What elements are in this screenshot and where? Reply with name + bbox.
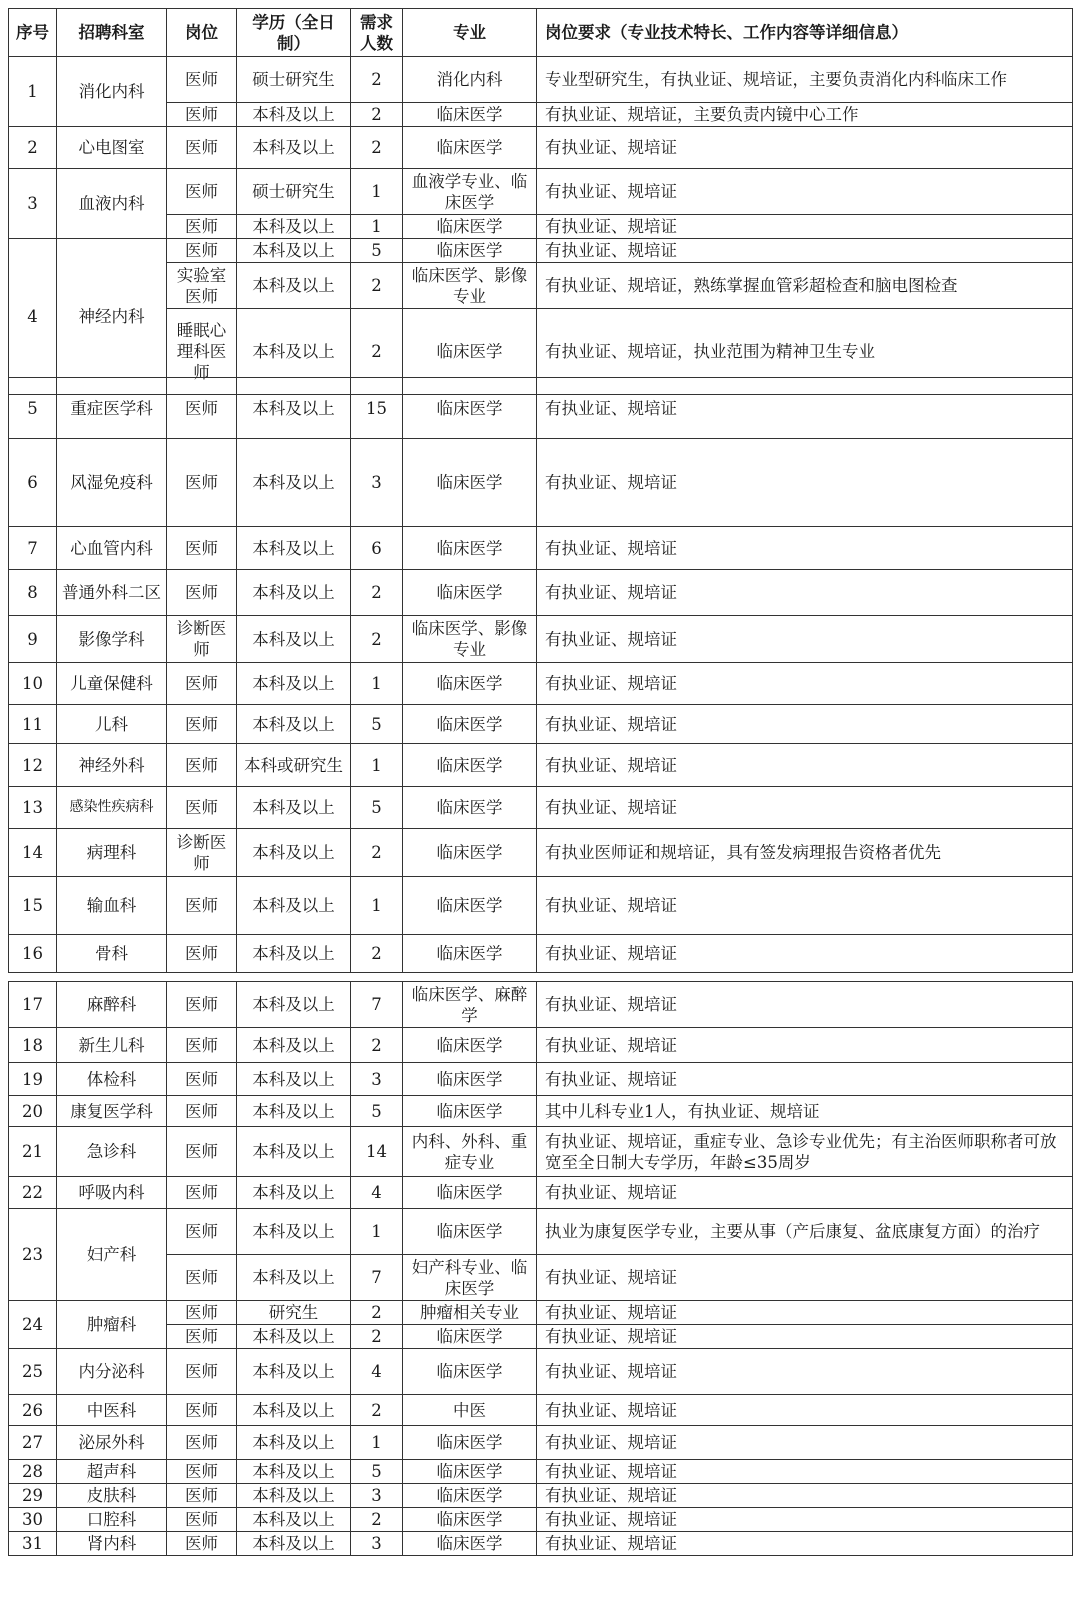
- position-cell: 医师: [167, 705, 237, 744]
- table-row: [9, 1484, 1073, 1508]
- major-cell: 临床医学: [403, 829, 537, 877]
- education-cell: 本科及以上: [237, 829, 351, 877]
- seq-cell: 2: [9, 127, 57, 169]
- position-cell: 医师: [167, 1325, 237, 1349]
- header-education: 学历（全日制）: [237, 9, 351, 57]
- seq-cell: 21: [9, 1127, 57, 1177]
- table-row: [9, 1255, 1073, 1301]
- seq-cell: 30: [9, 1508, 57, 1532]
- count-cell: 5: [351, 1096, 403, 1127]
- requirements-cell: 有执业证、规培证，执业范围为精神卫生专业: [537, 309, 1073, 395]
- count-cell: 2: [351, 829, 403, 877]
- table-row: [9, 1460, 1073, 1484]
- seq-cell: 26: [9, 1395, 57, 1426]
- major-cell: 临床医学: [403, 1484, 537, 1508]
- major-cell: 临床医学、影像专业: [403, 616, 537, 663]
- department-cell: 麻醉科: [57, 982, 167, 1028]
- header-major: 专业: [403, 9, 537, 57]
- position-cell: 医师: [167, 239, 237, 263]
- position-cell: 医师: [167, 982, 237, 1028]
- count-cell: 5: [351, 1460, 403, 1484]
- education-cell: 本科及以上: [237, 570, 351, 616]
- position-cell: 医师: [167, 1460, 237, 1484]
- count-cell: 1: [351, 169, 403, 215]
- recruitment-table: [8, 8, 1073, 395]
- count-cell: 1: [351, 744, 403, 787]
- major-cell: 临床医学: [403, 935, 537, 973]
- major-cell: 临床医学、麻醉学: [403, 982, 537, 1028]
- header-seq: 序号: [9, 9, 57, 57]
- position-cell: 医师: [167, 787, 237, 829]
- major-cell: 妇产科专业、临床医学: [403, 1255, 537, 1301]
- count-cell: 2: [351, 570, 403, 616]
- table-row: [9, 527, 1073, 570]
- major-cell: 临床医学: [403, 309, 537, 395]
- department-cell: 口腔科: [57, 1508, 167, 1532]
- table-row: [9, 1209, 1073, 1255]
- requirements-cell: 其中儿科专业1人，有执业证、规培证: [537, 1096, 1073, 1127]
- position-cell: 诊断医师: [167, 616, 237, 663]
- count-cell: 5: [351, 787, 403, 829]
- position-cell: 医师: [167, 378, 237, 439]
- position-cell: 实验室医师: [167, 263, 237, 309]
- seq-cell: 27: [9, 1426, 57, 1460]
- major-cell: 临床医学: [403, 1508, 537, 1532]
- table-row: [9, 127, 1073, 169]
- education-cell: 本科及以上: [237, 1063, 351, 1096]
- count-cell: 2: [351, 1508, 403, 1532]
- requirements-cell: 有执业证、规培证: [537, 1349, 1073, 1395]
- count-cell: 5: [351, 239, 403, 263]
- seq-cell: 3: [9, 169, 57, 239]
- department-cell: 儿科: [57, 705, 167, 744]
- education-cell: 本科及以上: [237, 378, 351, 439]
- education-cell: 本科及以上: [237, 263, 351, 309]
- table-row: [9, 215, 1073, 239]
- position-cell: 医师: [167, 169, 237, 215]
- department-cell: 急诊科: [57, 1127, 167, 1177]
- table-row: [9, 829, 1073, 877]
- table-row: [9, 1063, 1073, 1096]
- header-position: 岗位: [167, 9, 237, 57]
- education-cell: 研究生: [237, 1301, 351, 1325]
- seq-cell: 22: [9, 1177, 57, 1209]
- major-cell: 临床医学: [403, 1349, 537, 1395]
- major-cell: 临床医学: [403, 877, 537, 935]
- seq-cell: 10: [9, 663, 57, 705]
- count-cell: 14: [351, 1127, 403, 1177]
- major-cell: 临床医学: [403, 378, 537, 439]
- education-cell: 本科及以上: [237, 1426, 351, 1460]
- position-cell: 医师: [167, 744, 237, 787]
- requirements-cell: 有执业证、规培证: [537, 982, 1073, 1028]
- requirements-cell: 有执业证、规培证: [537, 239, 1073, 263]
- table-row: [9, 239, 1073, 263]
- seq-cell: 4: [9, 239, 57, 395]
- table-row: [9, 103, 1073, 127]
- major-cell: 临床医学: [403, 1209, 537, 1255]
- requirements-cell: 有执业证、规培证: [537, 877, 1073, 935]
- department-cell: 神经内科: [57, 239, 167, 395]
- department-cell: 呼吸内科: [57, 1177, 167, 1209]
- department-cell: 血液内科: [57, 169, 167, 239]
- position-cell: 医师: [167, 1508, 237, 1532]
- count-cell: 5: [351, 705, 403, 744]
- table-row: [9, 705, 1073, 744]
- position-cell: 医师: [167, 935, 237, 973]
- education-cell: 本科及以上: [237, 1127, 351, 1177]
- table-row: [9, 877, 1073, 935]
- major-cell: 临床医学: [403, 663, 537, 705]
- count-cell: 7: [351, 1255, 403, 1301]
- seq-cell: 8: [9, 570, 57, 616]
- table-row: [9, 787, 1073, 829]
- requirements-cell: 有执业证、规培证: [537, 1532, 1073, 1556]
- major-cell: 临床医学: [403, 215, 537, 239]
- education-cell: 本科及以上: [237, 1209, 351, 1255]
- seq-cell: 25: [9, 1349, 57, 1395]
- table-row: [9, 1508, 1073, 1532]
- count-cell: 7: [351, 982, 403, 1028]
- position-cell: 医师: [167, 1127, 237, 1177]
- requirements-cell: 执业为康复医学专业，主要从事（产后康复、盆底康复方面）的治疗: [537, 1209, 1073, 1255]
- requirements-cell: 有执业证、规培证: [537, 1177, 1073, 1209]
- major-cell: 临床医学: [403, 1063, 537, 1096]
- education-cell: 本科及以上: [237, 1395, 351, 1426]
- major-cell: 中医: [403, 1395, 537, 1426]
- department-cell: 骨科: [57, 935, 167, 973]
- header-count: 需求人数: [351, 9, 403, 57]
- seq-cell: 23: [9, 1209, 57, 1301]
- major-cell: 临床医学: [403, 527, 537, 570]
- count-cell: 3: [351, 1484, 403, 1508]
- count-cell: 6: [351, 527, 403, 570]
- seq-cell: 24: [9, 1301, 57, 1349]
- department-cell: 肿瘤科: [57, 1301, 167, 1349]
- education-cell: 硕士研究生: [237, 169, 351, 215]
- count-cell: 1: [351, 1209, 403, 1255]
- recruitment-table: [8, 377, 1073, 973]
- position-cell: 医师: [167, 439, 237, 527]
- seq-cell: 14: [9, 829, 57, 877]
- requirements-cell: 有执业证、规培证，重症专业、急诊专业优先；有主治医师职称者可放宽至全日制大专学历，年龄≤35周岁: [537, 1127, 1073, 1177]
- requirements-cell: 有执业证、规培证: [537, 1325, 1073, 1349]
- seq-cell: 1: [9, 57, 57, 127]
- department-cell: 影像学科: [57, 616, 167, 663]
- major-cell: 临床医学: [403, 787, 537, 829]
- position-cell: 医师: [167, 527, 237, 570]
- position-cell: 医师: [167, 127, 237, 169]
- table-row: [9, 1301, 1073, 1325]
- table-row: [9, 1177, 1073, 1209]
- table-row: [9, 378, 1073, 439]
- table-row: [9, 1325, 1073, 1349]
- position-cell: 睡眠心理科医师: [167, 309, 237, 395]
- department-cell: 皮肤科: [57, 1484, 167, 1508]
- seq-cell: 5: [9, 378, 57, 439]
- requirements-cell: 有执业证、规培证: [537, 1508, 1073, 1532]
- department-cell: 感染性疾病科: [57, 787, 167, 829]
- requirements-cell: 有执业证、规培证: [537, 1301, 1073, 1325]
- major-cell: 临床医学: [403, 239, 537, 263]
- education-cell: 本科及以上: [237, 1096, 351, 1127]
- department-cell: 泌尿外科: [57, 1426, 167, 1460]
- table-row: [9, 1127, 1073, 1177]
- education-cell: 本科及以上: [237, 309, 351, 395]
- table-row: [9, 263, 1073, 309]
- education-cell: 本科及以上: [237, 616, 351, 663]
- requirements-cell: 有执业证、规培证: [537, 705, 1073, 744]
- education-cell: 本科及以上: [237, 1325, 351, 1349]
- major-cell: 临床医学: [403, 1460, 537, 1484]
- major-cell: 临床医学: [403, 127, 537, 169]
- position-cell: 医师: [167, 1426, 237, 1460]
- major-cell: 消化内科: [403, 57, 537, 103]
- education-cell: 本科及以上: [237, 877, 351, 935]
- seq-cell: 12: [9, 744, 57, 787]
- count-cell: 4: [351, 1349, 403, 1395]
- table-row: [9, 570, 1073, 616]
- requirements-cell: 有执业证、规培证: [537, 1395, 1073, 1426]
- seq-cell: 29: [9, 1484, 57, 1508]
- table-section-2: [8, 377, 1072, 973]
- position-cell: 医师: [167, 663, 237, 705]
- requirements-cell: 有执业证、规培证: [537, 439, 1073, 527]
- table-row: [9, 1028, 1073, 1063]
- education-cell: 本科及以上: [237, 439, 351, 527]
- table-row: [9, 57, 1073, 103]
- position-cell: 医师: [167, 877, 237, 935]
- header-dept: 招聘科室: [57, 9, 167, 57]
- education-cell: 本科及以上: [237, 1508, 351, 1532]
- major-cell: 临床医学: [403, 1028, 537, 1063]
- count-cell: 2: [351, 309, 403, 395]
- major-cell: 临床医学: [403, 570, 537, 616]
- requirements-cell: 有执业证、规培证: [537, 1426, 1073, 1460]
- count-cell: 1: [351, 663, 403, 705]
- position-cell: 医师: [167, 1177, 237, 1209]
- count-cell: 3: [351, 439, 403, 527]
- major-cell: 临床医学: [403, 103, 537, 127]
- requirements-cell: 有执业证、规培证: [537, 1255, 1073, 1301]
- education-cell: 本科及以上: [237, 705, 351, 744]
- education-cell: 本科及以上: [237, 787, 351, 829]
- position-cell: 医师: [167, 1349, 237, 1395]
- table-section-1: [8, 8, 1072, 395]
- department-cell: 输血科: [57, 877, 167, 935]
- count-cell: 2: [351, 1028, 403, 1063]
- major-cell: 临床医学: [403, 439, 537, 527]
- major-cell: 临床医学: [403, 705, 537, 744]
- position-cell: 医师: [167, 1255, 237, 1301]
- table-row: [9, 1096, 1073, 1127]
- department-cell: 肾内科: [57, 1532, 167, 1556]
- education-cell: 本科及以上: [237, 663, 351, 705]
- position-cell: 诊断医师: [167, 829, 237, 877]
- major-cell: 临床医学: [403, 744, 537, 787]
- seq-cell: 15: [9, 877, 57, 935]
- position-cell: 医师: [167, 1096, 237, 1127]
- requirements-cell: 有执业证、规培证，主要负责内镜中心工作: [537, 103, 1073, 127]
- count-cell: 2: [351, 1301, 403, 1325]
- major-cell: 临床医学: [403, 1096, 537, 1127]
- education-cell: 本科及以上: [237, 1028, 351, 1063]
- table-row: [9, 1395, 1073, 1426]
- requirements-cell: 有执业证、规培证: [537, 1028, 1073, 1063]
- count-cell: 4: [351, 1177, 403, 1209]
- requirements-cell: 有执业证、规培证: [537, 1484, 1073, 1508]
- education-cell: 本科及以上: [237, 527, 351, 570]
- position-cell: 医师: [167, 1395, 237, 1426]
- count-cell: 2: [351, 935, 403, 973]
- count-cell: 1: [351, 877, 403, 935]
- education-cell: 硕士研究生: [237, 57, 351, 103]
- education-cell: 本科及以上: [237, 982, 351, 1028]
- count-cell: 15: [351, 378, 403, 439]
- table-row: [9, 616, 1073, 663]
- seq-cell: 13: [9, 787, 57, 829]
- seq-cell: 6: [9, 439, 57, 527]
- requirements-cell: 有执业医师证和规培证，具有签发病理报告资格者优先: [537, 829, 1073, 877]
- major-cell: 临床医学、影像专业: [403, 263, 537, 309]
- requirements-cell: 有执业证、规培证: [537, 127, 1073, 169]
- requirements-cell: 有执业证、规培证: [537, 378, 1073, 439]
- requirements-cell: 有执业证、规培证: [537, 616, 1073, 663]
- position-cell: 医师: [167, 1063, 237, 1096]
- department-cell: 神经外科: [57, 744, 167, 787]
- requirements-cell: 有执业证、规培证: [537, 1063, 1073, 1096]
- count-cell: 3: [351, 1063, 403, 1096]
- position-cell: 医师: [167, 1532, 237, 1556]
- requirements-cell: 有执业证、规培证: [537, 215, 1073, 239]
- department-cell: 内分泌科: [57, 1349, 167, 1395]
- seq-cell: 9: [9, 616, 57, 663]
- position-cell: 医师: [167, 57, 237, 103]
- table-row: [9, 1426, 1073, 1460]
- department-cell: 妇产科: [57, 1209, 167, 1301]
- education-cell: 本科及以上: [237, 935, 351, 973]
- count-cell: 2: [351, 1395, 403, 1426]
- requirements-cell: 有执业证、规培证: [537, 663, 1073, 705]
- education-cell: 本科及以上: [237, 1255, 351, 1301]
- requirements-cell: 有执业证、规培证: [537, 527, 1073, 570]
- count-cell: 1: [351, 215, 403, 239]
- department-cell: 重症医学科: [57, 378, 167, 439]
- count-cell: 1: [351, 1426, 403, 1460]
- position-cell: 医师: [167, 1028, 237, 1063]
- table-row: [9, 1532, 1073, 1556]
- seq-cell: 28: [9, 1460, 57, 1484]
- seq-cell: 20: [9, 1096, 57, 1127]
- table-section-3: [8, 981, 1072, 1556]
- position-cell: 医师: [167, 215, 237, 239]
- header-row: [9, 9, 1073, 57]
- requirements-cell: 有执业证、规培证: [537, 935, 1073, 973]
- count-cell: 3: [351, 1532, 403, 1556]
- major-cell: 临床医学: [403, 1532, 537, 1556]
- department-cell: 中医科: [57, 1395, 167, 1426]
- requirements-cell: 有执业证、规培证: [537, 1460, 1073, 1484]
- seq-cell: 19: [9, 1063, 57, 1096]
- requirements-cell: 有执业证、规培证，熟练掌握血管彩超检查和脑电图检查: [537, 263, 1073, 309]
- education-cell: 本科或研究生: [237, 744, 351, 787]
- seq-cell: 18: [9, 1028, 57, 1063]
- table-row: [9, 439, 1073, 527]
- requirements-cell: 有执业证、规培证: [537, 744, 1073, 787]
- requirements-cell: 有执业证、规培证: [537, 169, 1073, 215]
- position-cell: 医师: [167, 1209, 237, 1255]
- seq-cell: 17: [9, 982, 57, 1028]
- education-cell: 本科及以上: [237, 1532, 351, 1556]
- department-cell: 康复医学科: [57, 1096, 167, 1127]
- count-cell: 2: [351, 616, 403, 663]
- position-cell: 医师: [167, 570, 237, 616]
- requirements-cell: 专业型研究生，有执业证、规培证，主要负责消化内科临床工作: [537, 57, 1073, 103]
- count-cell: 2: [351, 1325, 403, 1349]
- education-cell: 本科及以上: [237, 1177, 351, 1209]
- count-cell: 2: [351, 263, 403, 309]
- education-cell: 本科及以上: [237, 1349, 351, 1395]
- table-row: [9, 935, 1073, 973]
- count-cell: 2: [351, 57, 403, 103]
- major-cell: 临床医学: [403, 1426, 537, 1460]
- education-cell: 本科及以上: [237, 1484, 351, 1508]
- seq-cell: 7: [9, 527, 57, 570]
- position-cell: 医师: [167, 1301, 237, 1325]
- seq-cell: 11: [9, 705, 57, 744]
- header-requirements: 岗位要求（专业技术特长、工作内容等详细信息）: [537, 9, 1073, 57]
- education-cell: 本科及以上: [237, 103, 351, 127]
- major-cell: 血液学专业、临床医学: [403, 169, 537, 215]
- department-cell: 风湿免疫科: [57, 439, 167, 527]
- department-cell: 消化内科: [57, 57, 167, 127]
- requirements-cell: 有执业证、规培证: [537, 570, 1073, 616]
- table-row: [9, 744, 1073, 787]
- major-cell: 内科、外科、重症专业: [403, 1127, 537, 1177]
- education-cell: 本科及以上: [237, 215, 351, 239]
- department-cell: 普通外科二区: [57, 570, 167, 616]
- seq-cell: 31: [9, 1532, 57, 1556]
- department-cell: 新生儿科: [57, 1028, 167, 1063]
- table-row: [9, 982, 1073, 1028]
- count-cell: 2: [351, 103, 403, 127]
- department-cell: 儿童保健科: [57, 663, 167, 705]
- department-cell: 心血管内科: [57, 527, 167, 570]
- education-cell: 本科及以上: [237, 127, 351, 169]
- major-cell: 临床医学: [403, 1177, 537, 1209]
- department-cell: 病理科: [57, 829, 167, 877]
- department-cell: 心电图室: [57, 127, 167, 169]
- table-row: [9, 663, 1073, 705]
- position-cell: 医师: [167, 103, 237, 127]
- seq-cell: 16: [9, 935, 57, 973]
- position-cell: 医师: [167, 1484, 237, 1508]
- education-cell: 本科及以上: [237, 1460, 351, 1484]
- education-cell: 本科及以上: [237, 239, 351, 263]
- major-cell: 临床医学: [403, 1325, 537, 1349]
- major-cell: 肿瘤相关专业: [403, 1301, 537, 1325]
- count-cell: 2: [351, 127, 403, 169]
- department-cell: 体检科: [57, 1063, 167, 1096]
- table-row: [9, 1349, 1073, 1395]
- department-cell: 超声科: [57, 1460, 167, 1484]
- table-row: [9, 169, 1073, 215]
- requirements-cell: 有执业证、规培证: [537, 787, 1073, 829]
- recruitment-table: [8, 981, 1073, 1556]
